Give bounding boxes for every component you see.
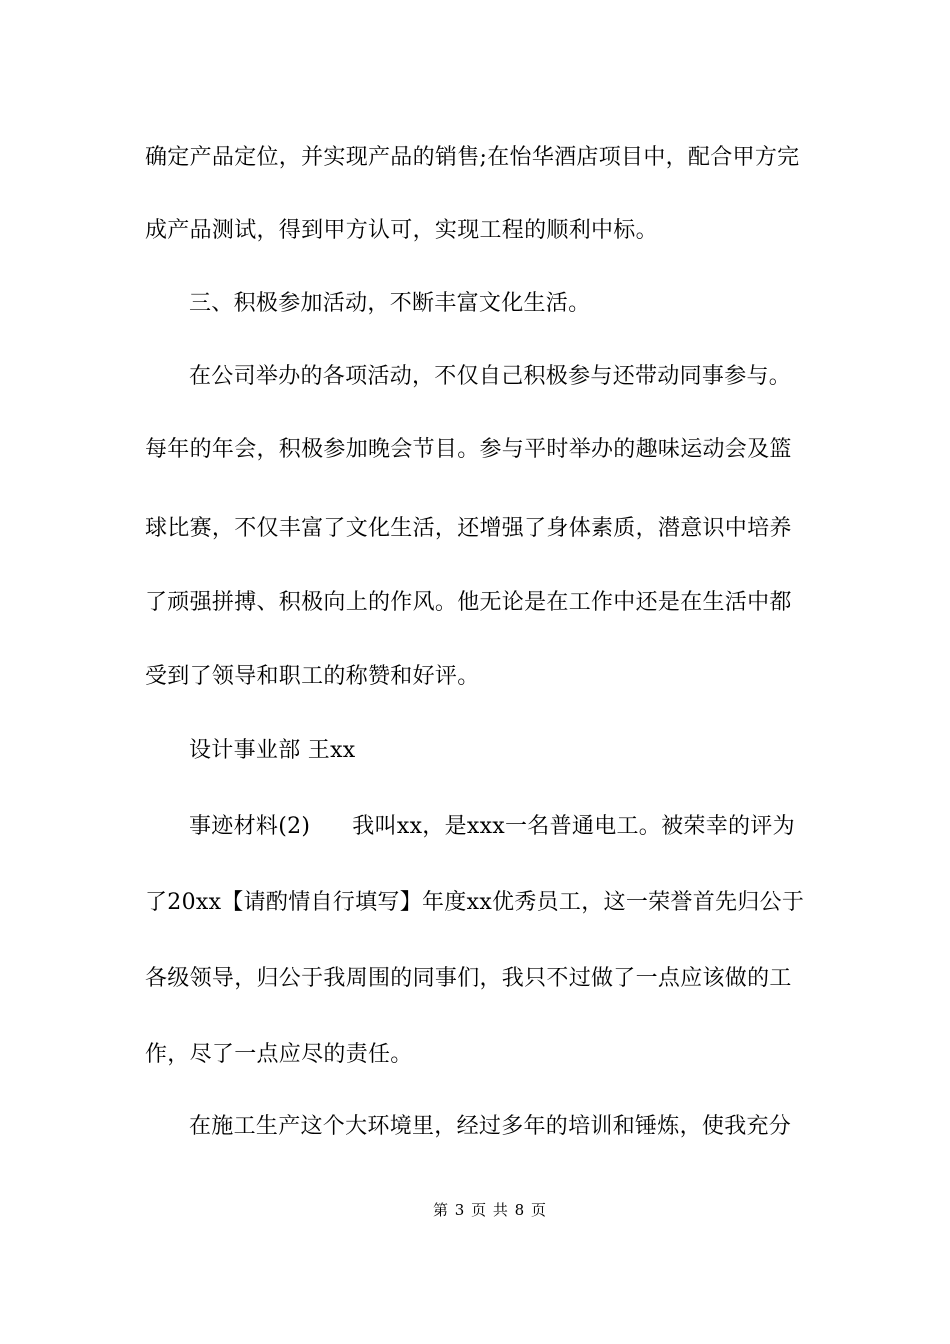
- signature-line: 设计事业部 王xx: [189, 738, 356, 763]
- paragraph-line: 受到了领导和职工的称赞和好评。: [145, 664, 480, 689]
- paragraph-line: 在公司举办的各项活动，不仅自己积极参与还带动同事参与。: [189, 364, 792, 389]
- paragraph-line: 成产品测试，得到甲方认可，实现工程的顺利中标。: [145, 218, 658, 243]
- section-heading: 三、积极参加活动，不断丰富文化生活。: [189, 291, 591, 316]
- paragraph-text: 我叫xx，是xxx一名普通电工。被荣幸的评为: [352, 814, 795, 839]
- section-title: 事迹材料(2): [189, 814, 311, 839]
- page-footer: 第 3 页 共 8 页: [433, 1201, 547, 1219]
- paragraph-line: 在施工生产这个大环境里，经过多年的培训和锤炼，使我充分: [189, 1114, 792, 1139]
- paragraph-line: 球比赛，不仅丰富了文化生活，还增强了身体素质，潜意识中培养: [145, 516, 792, 541]
- paragraph-line: [189, 812, 859, 842]
- paragraph-line: 各级领导，归公于我周围的同事们，我只不过做了一点应该做的工: [145, 966, 792, 991]
- paragraph-line: 了20xx【请酌情自行填写】年度xx优秀员工，这一荣誉首先归公于: [145, 890, 805, 915]
- paragraph-line: 了顽强拼搏、积极向上的作风。他无论是在工作中还是在生活中都: [145, 590, 792, 615]
- paragraph-line: 每年的年会，积极参加晚会节目。参与平时举办的趣味运动会及篮: [145, 437, 792, 462]
- paragraph-line: 确定产品定位，并实现产品的销售;在怡华酒店项目中，配合甲方完: [145, 145, 800, 170]
- paragraph-line: 作，尽了一点应尽的责任。: [145, 1042, 413, 1067]
